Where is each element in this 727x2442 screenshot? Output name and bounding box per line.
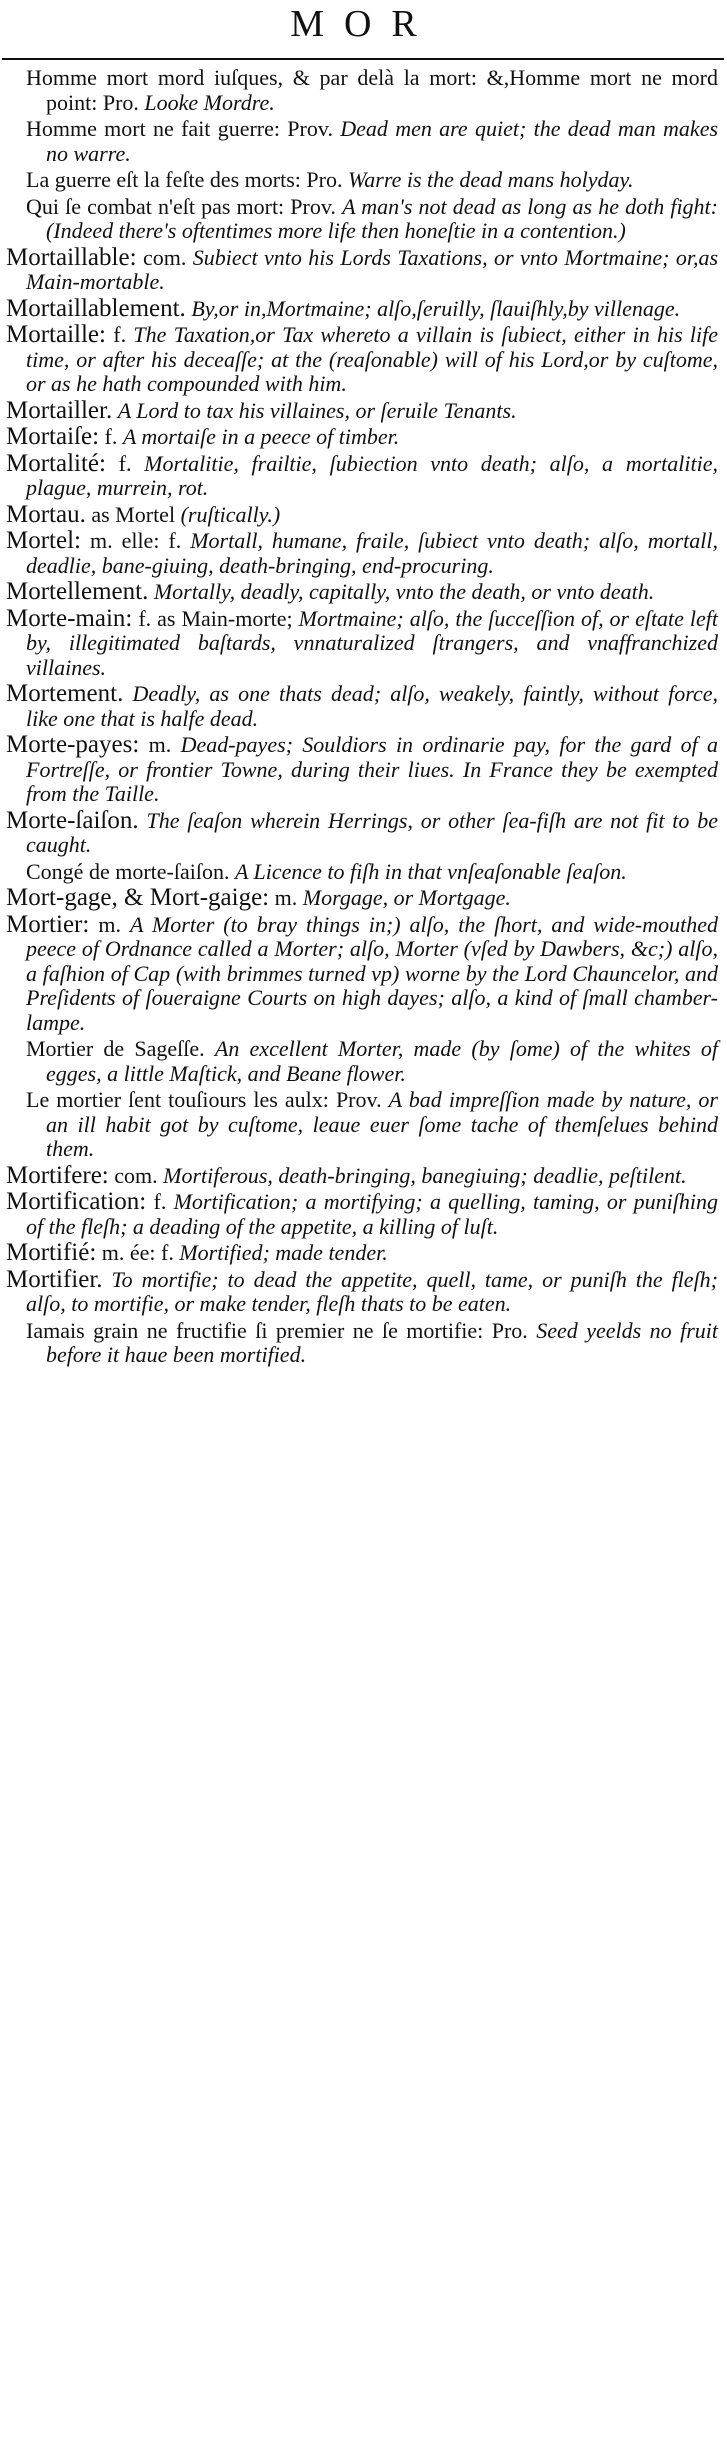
entry-grammar: as Mortel	[91, 501, 176, 527]
entry-grammar: f.	[113, 322, 127, 347]
entry-list	[6, 66, 718, 1370]
entry-headword: Morte-payes:	[6, 731, 140, 758]
entry-definition: Looke Mordre.	[144, 89, 275, 115]
entry-grammar: f.	[118, 450, 132, 476]
entry-headword: Congé de morte-ſaiſon.	[26, 858, 230, 884]
entry-grammar: f.	[153, 1189, 167, 1214]
entry-grammar: f. as Main-morte;	[138, 605, 293, 631]
entry-grammar: m.	[274, 885, 298, 910]
entry-headword: Qui ſe combat n'eſt pas mort: Prov.	[26, 193, 336, 219]
entry-definition: The Taxation,or Tax whereto a villain is ſubiect, either in his life time, or after his deceaſſe; at the (reaſonable) will of his Lord,or by cuſtome, or as he hath compounded with him.	[26, 322, 719, 396]
entry-headword: Mortel:	[6, 527, 81, 554]
entry-headword: La guerre eſt la feſte des morts: Pro.	[26, 167, 343, 192]
entry-headword: Morte-ſaiſon.	[6, 806, 139, 834]
entry-definition: A man's not dead as long as he doth fight: (Indeed there's oftentimes more life then honeſtie in a contention.)	[46, 193, 718, 243]
entry-definition: Seed yeelds no fruit before it haue been mortified.	[46, 1317, 718, 1367]
sub-entry	[26, 1088, 718, 1162]
entry-definition: A bad impreſſion made by nature, or an ill habit got by cuſtome, leaue euer ſome tache of themſelues behind them.	[46, 1087, 718, 1161]
dictionary-entry	[6, 396, 718, 424]
dictionary-entry	[6, 294, 718, 322]
entry-definition: Morgage, or Mortgage.	[302, 885, 511, 910]
dictionary-entry	[6, 243, 719, 295]
entry-headword: Mortification:	[6, 1188, 147, 1215]
dictionary-entry	[6, 1265, 719, 1317]
entry-definition: Mortiferous, death-bringing, banegiuing; deadlie, peſtilent.	[163, 1162, 687, 1188]
dictionary-entry	[6, 733, 718, 807]
entry-definition: A Licence to fiſh in that vnſeaſonable ſeaſon.	[234, 858, 627, 884]
entry-definition: Subiect vnto his Lords Taxations, or vnto Mortmaine; or,as Main-mortable.	[26, 244, 719, 294]
entry-definition: Dead-payes; Souldiors in ordinarie pay, for the gard of a Fortreſſe, or frontier Towne, during their liues. In France they be exempted from the Taille.	[26, 732, 719, 806]
entry-headword: Mortier:	[6, 910, 90, 938]
entry-definition: A Lord to tax his villaines, or ſeruile Tenants.	[117, 397, 517, 423]
sub-entry	[26, 1319, 718, 1368]
entry-definition: Warre is the dead mans holyday.	[347, 167, 634, 192]
entry-headword: Mortaille:	[6, 321, 106, 348]
entry-definition: A Morter (to bray things in;) alſo, the ſhort, and wide-mouthed peece of Ordnance called a Morter; alſo, Morter (vſed by Dawbers, &c;) alſo, a faſhion of Cap (with brimmes turned vp) worne by the Lord Chauncelor, and Preſidents of ſoueraigne Courts on high dayes; alſo, a kind of ſmall chamber-lampe.	[26, 911, 719, 1035]
entry-definition: (ruſtically.)	[180, 501, 281, 527]
entry-headword: Mort-gage, & Mort-gaige:	[6, 884, 270, 911]
entry-headword: Mortifié:	[6, 1239, 97, 1266]
entry-definition: Mortification; a mortifying; a quelling, taming, or puniſhing of the fleſh; a deading of the appetite, a killing of luſt.	[26, 1189, 719, 1239]
dictionary-entry	[6, 1241, 718, 1266]
entry-definition: To mortifie; to dead the appetite, quell, tame, or puniſh the fleſh; alſo, to mortifie, or make tender, fleſh thats to be eaten.	[26, 1266, 719, 1316]
entry-definition: Mortalitie, frailtie, ſubiection vnto death; alſo, a mortalitie, plague, murrein, rot.	[26, 450, 718, 500]
entry-definition: Mortally, deadly, capitally, vnto the death, or vnto death.	[153, 579, 655, 604]
dictionary-entry	[6, 449, 718, 501]
entry-headword: Le mortier ſent touſiours les aulx: Prov.	[26, 1087, 382, 1112]
sub-entry	[26, 1037, 718, 1086]
dictionary-entry	[6, 500, 718, 528]
sub-entry	[26, 195, 718, 244]
entry-definition: A mortaiſe in a peece of timber.	[122, 424, 400, 449]
entry-headword: Mortaiſe:	[6, 423, 100, 450]
dictionary-entry	[6, 604, 719, 681]
entry-headword: Mortau.	[6, 500, 86, 528]
entry-headword: Mortaillablement.	[6, 294, 186, 322]
entry-headword: Mortifier.	[6, 1265, 103, 1293]
dictionary-entry	[6, 529, 718, 578]
entry-definition: Dead men are quiet; the dead man makes no warre.	[46, 116, 719, 166]
entry-definition: Mortall, humane, fraile, ſubiect vnto death; alſo, mortall, deadlie, bane-giuing, death-bringing, end-procuring.	[26, 528, 719, 578]
dictionary-entry	[6, 886, 718, 911]
entry-headword: Mortellement.	[6, 578, 149, 605]
entry-definition: By,or in,Mortmaine; alſo,ſeruilly, ſlauiſhly,by villenage.	[191, 295, 681, 321]
entry-definition: Mortified; made tender.	[179, 1240, 388, 1265]
entry-headword: Mortaillable:	[6, 243, 137, 271]
header-rule	[2, 58, 724, 60]
dictionary-entry	[6, 806, 719, 858]
entry-grammar: m.	[98, 911, 121, 937]
entry-headword: Homme mort ne fait guerre: Prov.	[26, 116, 333, 141]
dictionary-entry	[6, 682, 718, 731]
entry-definition: Deadly, as one thats dead; alſo, weakely, faintly, without force, like one that is halfe dead.	[26, 681, 718, 731]
dictionary-entry	[6, 1190, 718, 1239]
dictionary-entry	[6, 580, 718, 605]
entry-headword: Morte-main:	[6, 604, 133, 632]
sub-entry	[26, 117, 718, 166]
entry-headword: Iamais grain ne fructifie ſi premier ne ſe mortifie: Pro.	[26, 1317, 528, 1343]
sub-entry	[26, 168, 718, 193]
entry-headword: Homme mort mord iuſques, & par delà la mort: &,Homme mort ne mord point: Pro.	[26, 65, 718, 115]
running-head: MOR	[290, 3, 437, 45]
entry-headword: Mortier de Sageſſe.	[26, 1036, 205, 1061]
entry-headword: Mortalité:	[6, 449, 106, 477]
entry-headword: Mortement.	[6, 680, 124, 707]
dictionary-entry	[6, 1161, 718, 1189]
entry-grammar: f.	[104, 424, 118, 449]
entry-headword: Mortifere:	[6, 1161, 109, 1189]
entry-definition: Mortmaine; alſo, the ſucceſſion of, or eſtate left by, illegitimated baſtards, vnnaturalized ſtrangers, and vnaffranchized villaines.	[26, 605, 719, 680]
dictionary-entry	[6, 910, 719, 1036]
entry-definition: An excellent Morter, made (by ſome) of the whites of egges, a little Maſtick, and Beane flower.	[46, 1036, 718, 1086]
entry-grammar: m. ée: f.	[101, 1240, 174, 1265]
entry-grammar: m.	[148, 732, 172, 757]
sub-entry	[26, 66, 718, 115]
entry-definition: The ſeaſon wherein Herrings, or other ſea-fiſh are not fit to be caught.	[26, 807, 719, 857]
entry-grammar: com.	[142, 244, 187, 270]
entry-grammar: com.	[114, 1162, 158, 1188]
entry-headword: Mortailler.	[6, 396, 113, 424]
dictionary-entry	[6, 425, 718, 450]
entry-grammar: m. elle: f.	[89, 528, 182, 553]
sub-entry	[26, 860, 718, 885]
dictionary-entry	[6, 323, 718, 397]
